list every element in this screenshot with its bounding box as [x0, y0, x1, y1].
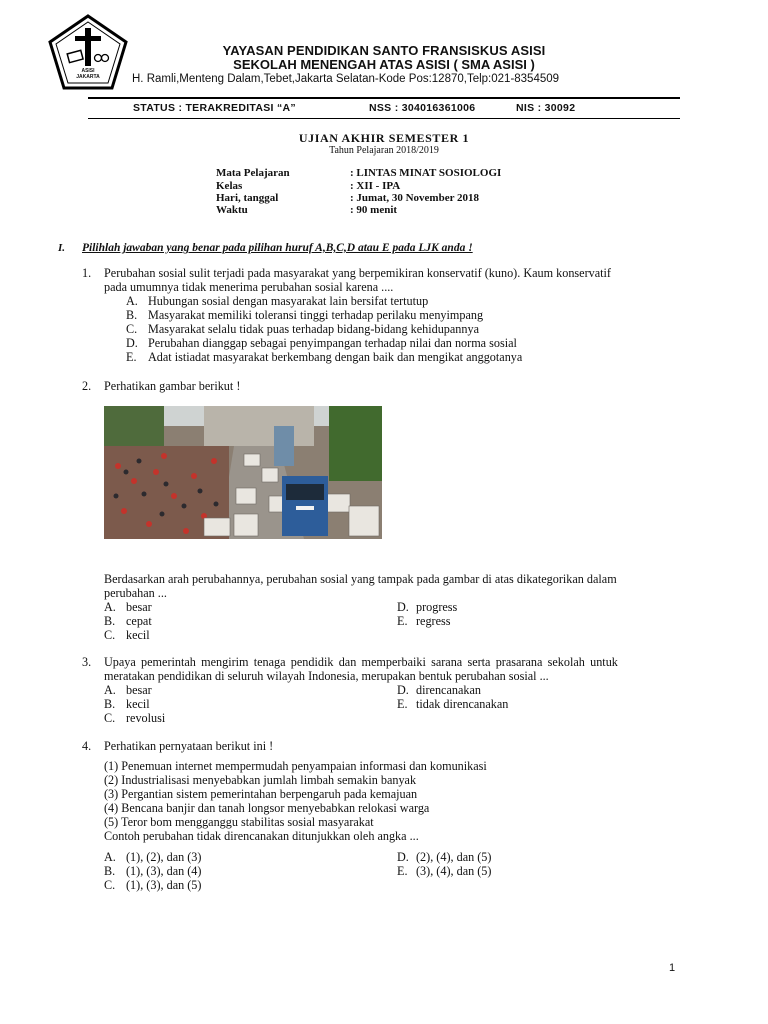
- question-2-option-d: progress: [416, 600, 458, 614]
- section-number: I.: [58, 242, 66, 254]
- question-3-option-d: direncanakan: [416, 683, 481, 697]
- question-2-option-e: regress: [416, 614, 451, 628]
- question-2-option-b-letter: B.: [104, 614, 116, 628]
- question-1-number: 1.: [82, 266, 92, 280]
- question-4-option-b-letter: B.: [104, 864, 116, 878]
- question-1-option-b-letter: B.: [126, 308, 138, 322]
- question-2-option-b: cepat: [126, 614, 152, 628]
- question-4-option-c-letter: C.: [104, 878, 116, 892]
- header-divider: [88, 97, 680, 99]
- question-4-statement-5: (5) Teror bom mengganggu stabilitas sosial masyarakat: [104, 815, 374, 829]
- question-4-option-a: (1), (2), dan (3): [126, 850, 202, 864]
- question-4-option-c: (1), (3), dan (5): [126, 878, 202, 892]
- info-label-time: Waktu: [216, 204, 248, 216]
- question-1-option-b: Masyarakat memiliki toleransi tinggi terhadap perilaku menyimpang: [148, 308, 484, 322]
- school-name: SEKOLAH MENENGAH ATAS ASISI ( SMA ASISI ): [233, 57, 535, 72]
- question-1-option-c: Masyarakat selalu tidak puas terhadap bidang-bidang kehidupannya: [148, 322, 479, 336]
- question-4-option-b: (1), (3), dan (4): [126, 864, 202, 878]
- info-label-date: Hari, tanggal: [216, 192, 279, 204]
- status-divider: [88, 118, 680, 119]
- question-4-statement-2: (2) Industrialisasi menyebabkan jumlah limbah semakin banyak: [104, 773, 417, 787]
- section-instruction: Pilihlah jawaban yang benar pada pilihan huruf A,B,C,D atau E pada LJK anda !: [82, 242, 473, 254]
- question-4-question: Contoh perubahan tidak direncanakan ditunjukkan oleh angka ...: [104, 829, 419, 843]
- question-1-option-e: Adat istiadat masyarakat berkembang dengan baik dan mengikat anggotanya: [148, 350, 523, 364]
- info-label-class: Kelas: [216, 180, 243, 192]
- exam-title: UJIAN AKHIR SEMESTER 1: [298, 131, 470, 145]
- question-2-option-d-letter: D.: [397, 600, 409, 614]
- info-value-class: : XII - IPA: [350, 180, 401, 192]
- question-1-option-a: Hubungan sosial dengan masyarakat lain bersifat tertutup: [148, 294, 429, 308]
- school-address: H. Ramli,Menteng Dalam,Tebet,Jakarta Selatan-Kode Pos:12870,Telp:021-8354509: [132, 73, 560, 85]
- question-4-statement-4: (4) Bencana banjir dan tanah longsor menyebabkan relokasi warga: [104, 801, 430, 815]
- nis-number: NIS : 30092: [516, 102, 576, 114]
- question-3-option-b: kecil: [126, 697, 150, 711]
- info-value-date: : Jumat, 30 November 2018: [350, 192, 480, 204]
- question-2-option-e-letter: E.: [397, 614, 408, 628]
- question-1-option-a-letter: A.: [126, 294, 138, 308]
- question-3-line-2: meratakan pendidikan di seluruh wilayah Indonesia, merupakan bentuk perubahan sosial ...: [104, 669, 549, 683]
- question-2-number: 2.: [82, 379, 92, 393]
- question-4-number: 4.: [82, 739, 92, 753]
- question-4-option-e: (3), (4), dan (5): [416, 864, 492, 878]
- question-3-number: 3.: [82, 655, 92, 669]
- question-3-option-a-letter: A.: [104, 683, 116, 697]
- traffic-crowd-photo: [104, 406, 382, 539]
- question-2-line-1: Berdasarkan arah perubahannya, perubahan sosial yang tampak pada gambar di atas dikategorikan dalam: [104, 572, 617, 586]
- question-1-option-c-letter: C.: [126, 322, 138, 336]
- exam-year: Tahun Pelajaran 2018/2019: [329, 145, 439, 156]
- question-3-option-b-letter: B.: [104, 697, 116, 711]
- question-4-option-d: (2), (4), dan (5): [416, 850, 492, 864]
- question-3-option-e-letter: E.: [397, 697, 408, 711]
- question-2-intro: Perhatikan gambar berikut !: [104, 379, 241, 393]
- question-4-option-e-letter: E.: [397, 864, 408, 878]
- info-label-subject: Mata Pelajaran: [216, 167, 290, 179]
- question-1-line-2: pada umumnya tidak menerima perubahan sosial karena ....: [104, 280, 394, 294]
- question-2-option-c-letter: C.: [104, 628, 116, 642]
- question-4-intro: Perhatikan pernyataan berikut ini !: [104, 739, 274, 753]
- info-value-time: : 90 menit: [350, 204, 398, 216]
- question-3-option-d-letter: D.: [397, 683, 409, 697]
- question-3-option-c: revolusi: [126, 711, 166, 725]
- question-2-option-a: besar: [126, 600, 152, 614]
- question-1-option-d: Perubahan dianggap sebagai penyimpangan terhadap nilai dan norma sosial: [148, 336, 517, 350]
- question-3-option-a: besar: [126, 683, 152, 697]
- question-2-option-c: kecil: [126, 628, 150, 642]
- question-4-option-d-letter: D.: [397, 850, 409, 864]
- foundation-name: YAYASAN PENDIDIKAN SANTO FRANSISKUS ASISI: [222, 43, 546, 58]
- accreditation-status: STATUS : TERAKREDITASI “A”: [133, 102, 296, 114]
- question-2-option-a-letter: A.: [104, 600, 116, 614]
- question-4-statement-1: (1) Penemuan internet mempermudah penyampaian informasi dan komunikasi: [104, 759, 487, 773]
- question-2-line-2: perubahan ...: [104, 586, 167, 600]
- page-number: 1: [669, 962, 676, 974]
- question-3-line-1: Upaya pemerintah mengirim tenaga pendidik dan memperbaiki sarana serta prasarana sekolah untuk: [104, 655, 618, 669]
- question-1-line-1: Perubahan sosial sulit terjadi pada masyarakat yang berpemikiran konservatif (kuno). Kaum konservatif: [104, 266, 611, 280]
- logo-text-asisi: ASISI: [81, 68, 95, 74]
- question-3-option-e: tidak direncanakan: [416, 697, 509, 711]
- logo-text-jakarta: JAKARTA: [76, 74, 100, 80]
- question-4-statement-3: (3) Pergantian sistem pemerintahan berpengaruh pada kemajuan: [104, 787, 418, 801]
- question-1-option-e-letter: E.: [126, 350, 137, 364]
- question-1-option-d-letter: D.: [126, 336, 138, 350]
- info-value-subject: : LINTAS MINAT SOSIOLOGI: [350, 167, 502, 179]
- nss-number: NSS : 304016361006: [369, 102, 476, 114]
- question-4-option-a-letter: A.: [104, 850, 116, 864]
- question-3-option-c-letter: C.: [104, 711, 116, 725]
